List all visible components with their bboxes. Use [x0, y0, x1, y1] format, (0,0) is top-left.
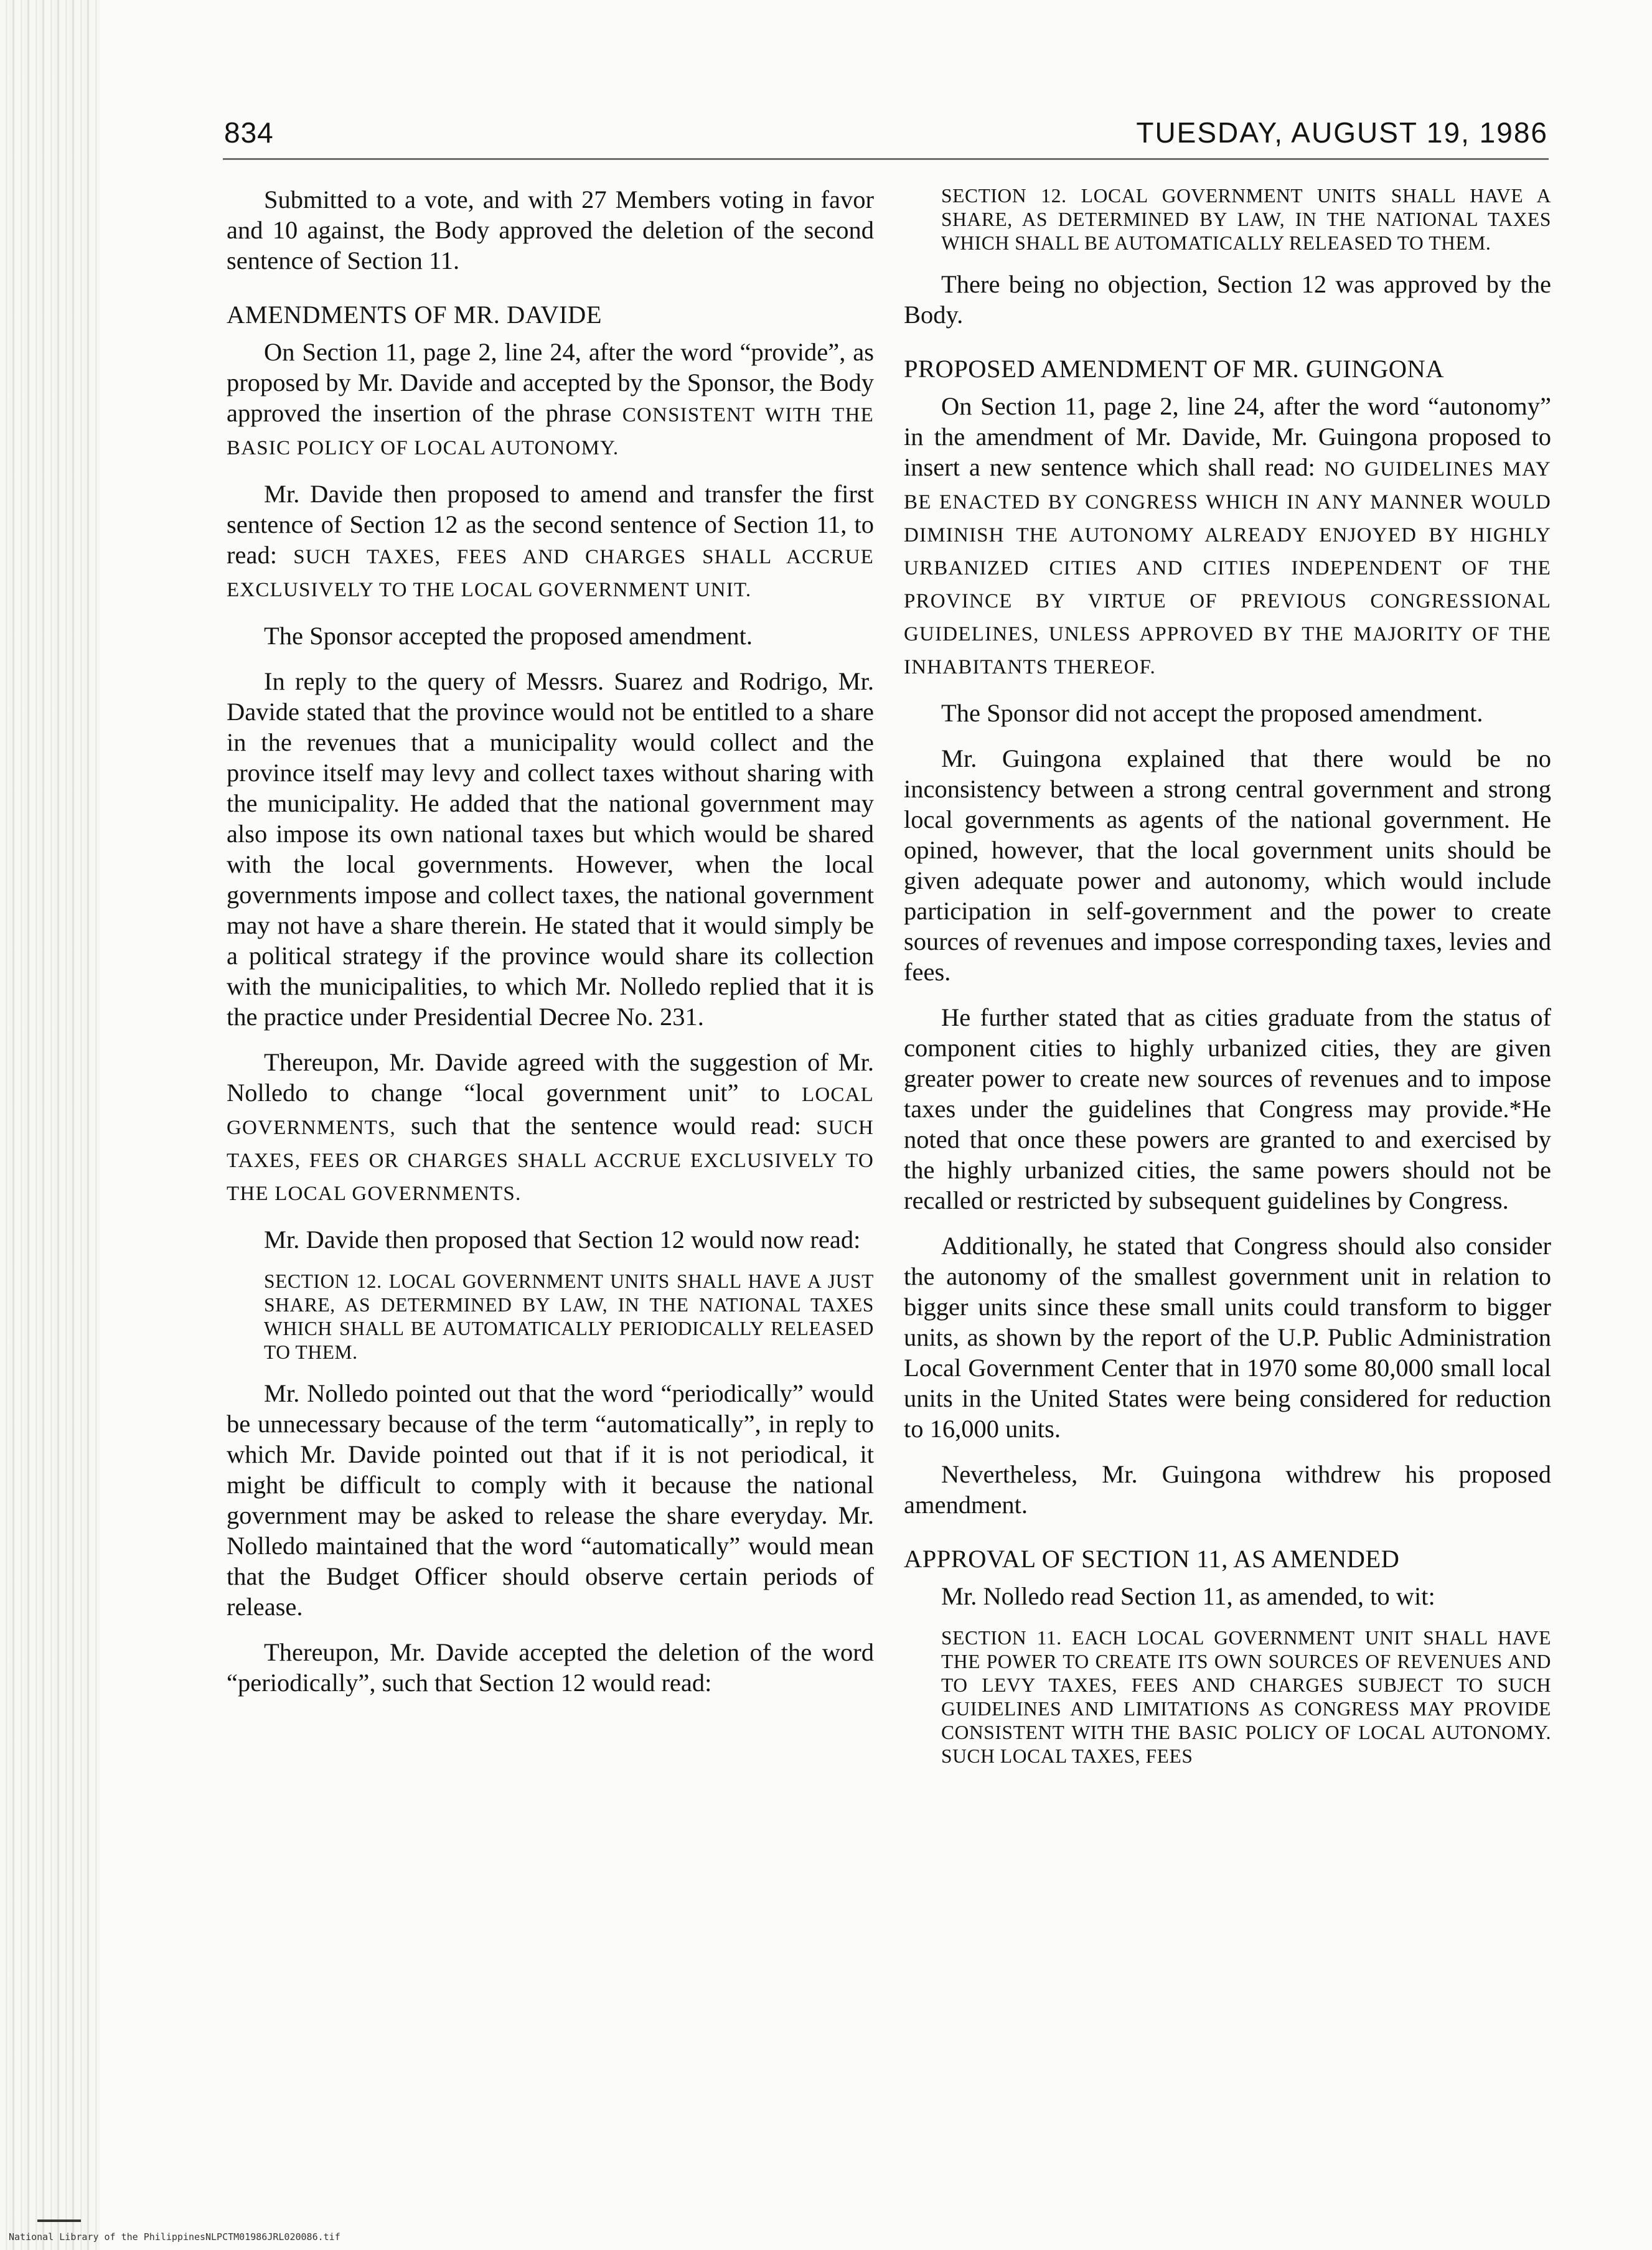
scan-source-label: National Library of the Philippines [9, 2231, 206, 2243]
section-heading: AMENDMENTS OF MR. DAVIDE [227, 301, 603, 329]
right-column [904, 184, 1551, 1782]
paragraph: Additionally, he stated that Congress should also consider the autonomy of the smallest government unit in relation to bigger units since these small units could transform to bigger units, as shown by the report of the U.P. Public Administration Local Government Center that in 1970 some 80,000 small local units in the United States were being considered for reduction to 16,000 units. [904, 1232, 1551, 1443]
paragraph: Nevertheless, Mr. Guingona withdrew his proposed amendment. [904, 1460, 1551, 1519]
quoted-provision: SECTION 11. EACH LOCAL GOVERNMENT UNIT SHALL HAVE THE POWER TO CREATE ITS OWN SOURCES OF REVENUES AND TO LEVY TAXES, FEES AND CHARGES SUBJECT TO SUCH GUIDELINES AND LIMITATIONS AS CONGRESS MAY PROVIDE CONSISTENT WITH THE BASIC POLICY OF LOCAL AUTONOMY. SUCH LOCAL TAXES, FEES [941, 1627, 1551, 1767]
running-header-date: TUESDAY, AUGUST 19, 1986 [1136, 116, 1548, 149]
page-number: 834 [224, 116, 274, 149]
paragraph: Mr. Davide then proposed that Section 12 would now read: [264, 1226, 861, 1254]
paragraph-text: On Section 11, page 2, line 24, after the word “provide”, as proposed by Mr. Davide and accepted by the Sponsor, the Body approved the insertion of the phrase [227, 338, 874, 427]
scan-edge-mark [37, 2220, 81, 2222]
inserted-phrase: SUCH TAXES, FEES OR CHARGES SHALL ACCRUE EXCLUSIVELY TO THE LOCAL GOVERNMENTS. [227, 1117, 875, 1205]
paragraph: The Sponsor did not accept the proposed amendment. [941, 699, 1483, 727]
inserted-phrase: SUCH TAXES, FEES AND CHARGES SHALL ACCRUE EXCLUSIVELY TO THE LOCAL GOVERNMENT UNIT. [227, 546, 874, 601]
paragraph-text: Mr. Davide then proposed to amend and transfer the first sentence of Section 12 as the second sentence of Section 11, to read: [227, 480, 874, 569]
paragraph-text: such that the sentence would read: [411, 1112, 802, 1140]
scan-binding-edge [0, 0, 100, 2250]
paragraph-text: On Section 11, page 2, line 24, after the word “autonomy” in the amendment of Mr. Davide, Mr. Guingona proposed to insert a new sentence which shall read: [904, 392, 1551, 481]
left-column [227, 184, 874, 1713]
quoted-provision: SECTION 12. LOCAL GOVERNMENT UNITS SHALL HAVE A JUST SHARE, AS DETERMINED BY LAW, IN THE NATIONAL TAXES WHICH SHALL BE AUTOMATICALLY PERIODICALLY RELEASED TO THEM. [264, 1270, 874, 1363]
section-heading: APPROVAL OF SECTION 11, AS AMENDED [904, 1545, 1400, 1573]
paragraph [227, 1047, 874, 1209]
inserted-phrase: CONSISTENT WITH THE BASIC POLICY OF LOCAL AUTONOMY. [227, 404, 874, 459]
inserted-phrase: NO GUIDELINES MAY BE ENACTED BY CONGRESS WHICH IN ANY MANNER WOULD DIMINISH THE AUTONOMY ALREADY ENJOYED BY HIGHLY URBANIZED CITIES AND CITIES INDEPENDENT OF THE PROVINCE BY VIRTUE OF PREVIOUS CONGRESSIONAL GUIDELINES, UNLESS APPROVED BY THE MAJORITY OF THE INHABITANTS THEREOF. [904, 458, 1552, 678]
paragraph: There being no objection, Section 12 was approved by the Body. [904, 270, 1551, 329]
paragraph: He further stated that as cities graduate from the status of component cities to highly urbanized cities, they are given greater power to create new sources of revenues and to impose taxes under the guidelines that Congress may provide.*He noted that once these powers are granted to and exercised by the highly urbanized cities, the same powers should not be recalled or restricted by subsequent guidelines by Congress. [904, 1003, 1551, 1214]
paragraph [904, 391, 1551, 683]
section-heading: PROPOSED AMENDMENT OF MR. GUINGONA [904, 355, 1444, 383]
paragraph-text: Thereupon, Mr. Davide agreed with the suggestion of Mr. Nolledo to change “local government unit” to [227, 1048, 874, 1107]
paragraph: Thereupon, Mr. Davide accepted the deletion of the word “periodically”, such that Section 12 would read: [227, 1638, 874, 1697]
scan-file-name: NLPCTM01986JRL020086.tif [205, 2231, 340, 2243]
quoted-provision: SECTION 12. LOCAL GOVERNMENT UNITS SHALL HAVE A SHARE, AS DETERMINED BY LAW, IN THE NATIONAL TAXES WHICH SHALL BE AUTOMATICALLY RELEASED TO THEM. [941, 185, 1551, 254]
paragraph: Mr. Nolledo pointed out that the word “periodically” would be unnecessary because of the term “automatically”, in reply to which Mr. Davide pointed out that if it is not periodical, it might be difficult to comply with it because the national government may be asked to release the share everyday. Mr. Nolledo maintained that the word “automatically” would mean that the Budget Officer should observe certain periods of release. [227, 1379, 874, 1621]
paragraph: Mr. Guingona explained that there would be no inconsistency between a strong central government and strong local governments as agents of the national government. He opined, however, that the local government units should be given adequate power and autonomy, which would include participation in self-government and the power to create sources of revenues and impose corresponding taxes, levies and fees. [904, 744, 1551, 986]
paragraph: Mr. Nolledo read Section 11, as amended, to wit: [941, 1582, 1435, 1610]
header-rule [223, 158, 1549, 160]
inserted-phrase: LOCAL GOVERNMENTS, [227, 1084, 875, 1139]
paragraph: In reply to the query of Messrs. Suarez and Rodrigo, Mr. Davide stated that the province would not be entitled to a share in the revenues that a municipality would collect and the province itself may levy and collect taxes without sharing with the municipality. He added that the national government may also impose its own national taxes but which would be shared with the local governments. However, when the local governments impose and collect taxes, the national government may not have a share therein. He stated that it would simply be a political strategy if the province would share its collection with the municipalities, to which Mr. Nolledo replied that it is the practice under Presidential Decree No. 231. [227, 667, 874, 1031]
paragraph: The Sponsor accepted the proposed amendment. [264, 622, 753, 650]
paragraph: Submitted to a vote, and with 27 Members voting in favor and 10 against, the Body approved the deletion of the second sentence of Section 11. [227, 185, 874, 274]
paragraph [227, 479, 874, 606]
paragraph [227, 337, 874, 464]
